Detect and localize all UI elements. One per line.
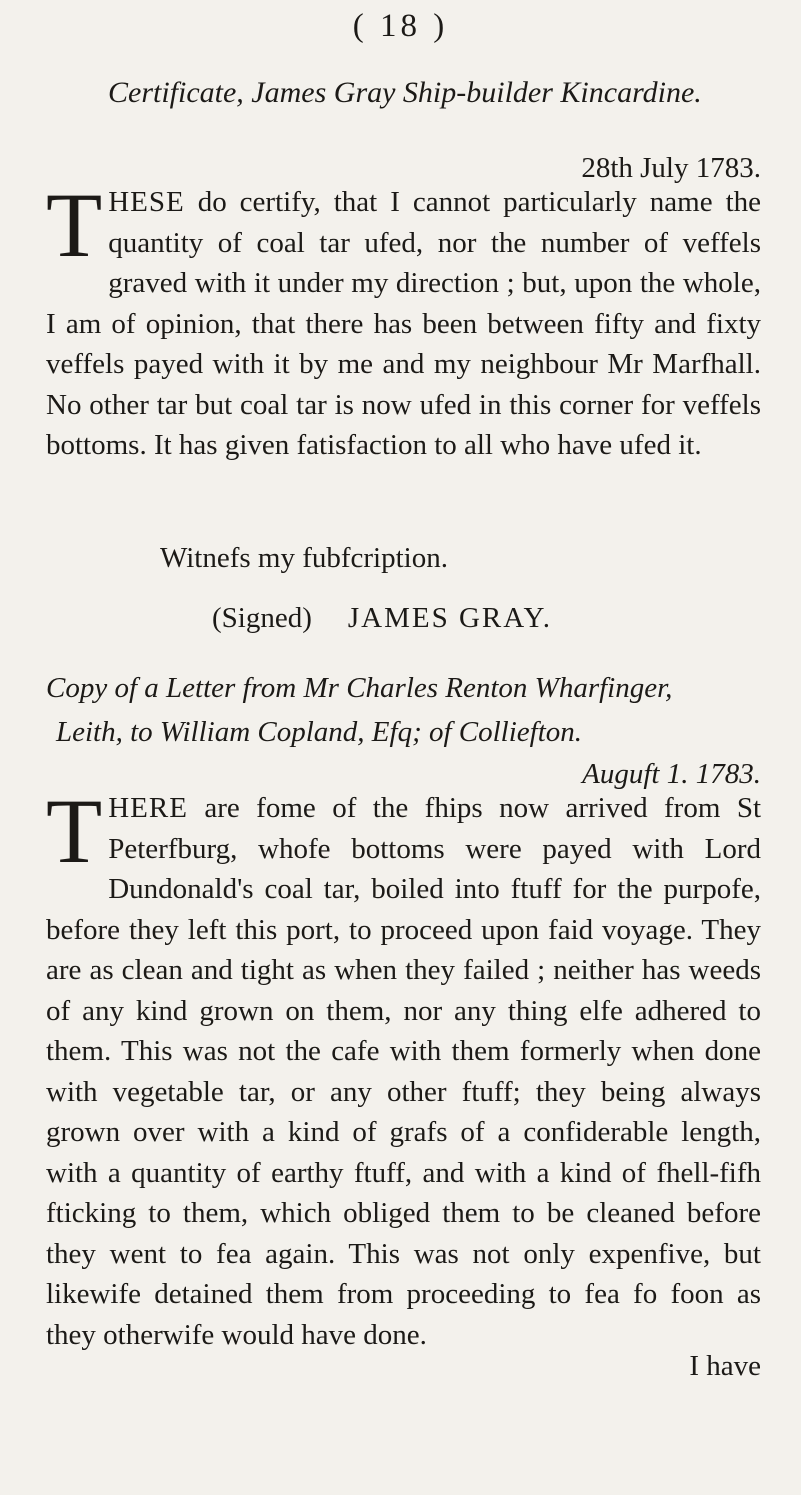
letter-heading-line: Leith, to William Copland, Efq; of Colliefton. [56,716,583,748]
signed-label: (Signed) [212,602,312,634]
letter-heading-line: Copy of a Letter from Mr Charles Renton Wharfinger, [46,672,673,704]
lead-word: HESE [108,186,185,218]
page-number: ( 18 ) [352,8,449,44]
signature-line [212,602,552,635]
paragraph-text: do certify, that I cannot particularly name the quantity of coal tar ufed, nor the number of veffels graved with it under my direction ; but, upon the whole, I am of opinion, that there has been between fifty and fixty veffels payed with it by me and my neighbour Mr Marfhall. No other tar but coal tar is now ufed in this corner for veffels bottoms. It has given fatisfaction to all who have ufed it. [46,186,761,461]
certificate-paragraph [46,174,761,466]
drop-cap: T [46,174,103,276]
letter-heading [46,666,672,754]
letter-paragraph [46,780,761,1355]
lead-word: HERE [108,792,188,824]
letter-date [582,758,761,791]
paragraph-text: are fome of the fhips now arrived from St Peterfburg, whofe bottoms were payed with Lord Dundonald's coal tar, boiled into ftuff for the purpofe, before they left this port, to proceed upon faid voyage. They are as clean and tight as when they failed ; neither has weeds of any kind grown on them, nor any thing elfe adhered to them. This was not the cafe with them formerly when done with vegetable tar, or any other ftuff; they being always grown over with a kind of grafs of a confiderable length, with a quantity of earthy ftuff, and with a kind of fhell-fifh fticking to them, which obliged them to be cleaned before they went to fea again. This was not only expenfive, but likewife detained them from proceeding to fea fo foon as they otherwife would have done. [46,792,761,1351]
catchword: I have [689,1350,761,1382]
certificate-heading: Certificate, James Gray Ship-builder Kincardine. [108,76,702,109]
certificate-date: 28th July 1783. [581,152,761,184]
letter-date-text: Auguft 1. 1783. [582,758,761,790]
signed-name: JAMES GRAY. [347,602,553,634]
drop-cap: T [46,780,103,882]
witness-line: Witnefs my fubfcription. [160,542,448,574]
